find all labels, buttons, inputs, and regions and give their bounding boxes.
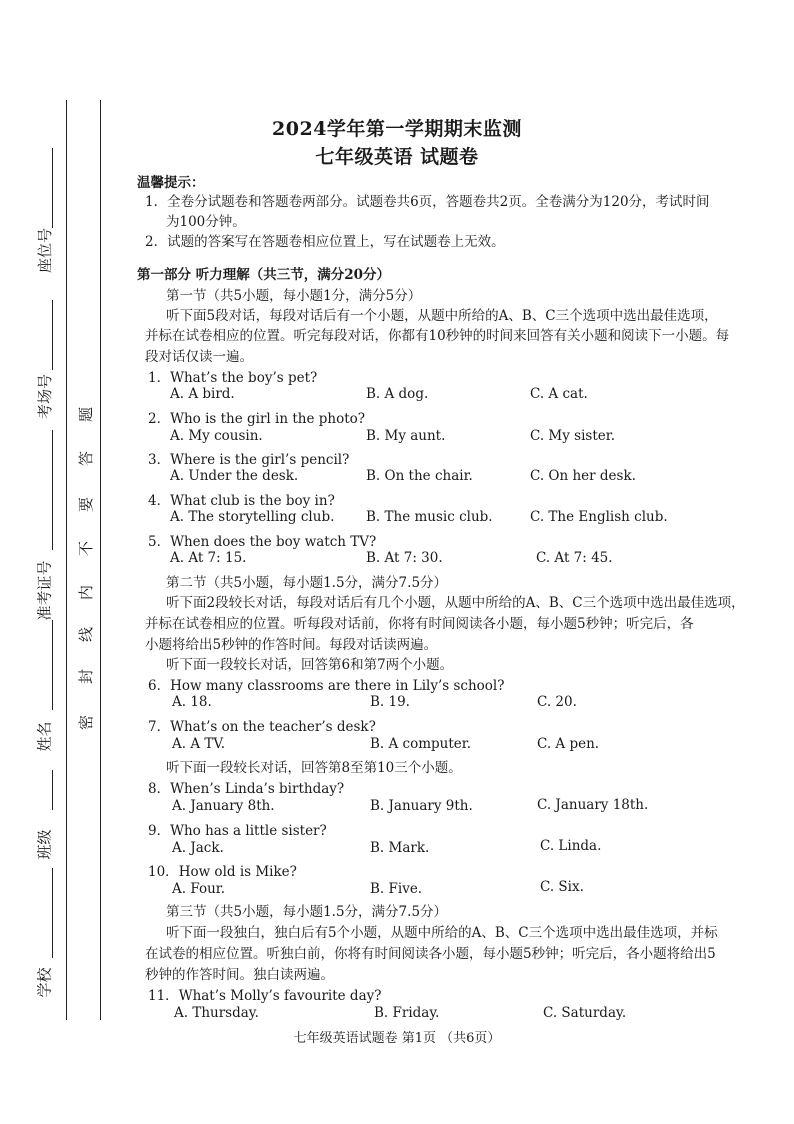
seal-char-da: 答 bbox=[77, 450, 96, 467]
option-b: B. My aunt. bbox=[366, 428, 446, 444]
option-b: B. Mark. bbox=[370, 840, 430, 856]
option-b: B. Friday. bbox=[374, 1005, 440, 1021]
question-text: 2．Who is the girl in the photo? bbox=[148, 411, 365, 427]
option-a: A. January 8th. bbox=[172, 798, 275, 814]
option-c: C. Linda. bbox=[540, 838, 602, 854]
binding-inner-line bbox=[100, 100, 101, 1020]
option-b: B. 19. bbox=[370, 694, 410, 710]
seal-char-mi: 密 bbox=[77, 714, 96, 731]
exam-room-blank bbox=[52, 300, 53, 370]
option-a: A. Under the desk. bbox=[170, 468, 299, 484]
option-b: B. The music club. bbox=[366, 509, 493, 525]
exam-id-label: 准考证号 bbox=[35, 560, 54, 621]
question-text: 9．Who has a little sister? bbox=[148, 823, 327, 839]
option-a: A. A bird. bbox=[170, 386, 235, 402]
school-blank bbox=[52, 868, 53, 958]
section1-instructions: 听下面5段对话，每段对话后有一个小题，从题中所给的A、B、C三个选项中选出最佳选项， bbox=[166, 308, 718, 324]
option-c: C. Six. bbox=[540, 879, 584, 895]
seat-number-label: 座位号 bbox=[36, 227, 55, 274]
dialogue-1-intro: 听下面一段较长对话，回答第6和第7两个小题。 bbox=[166, 657, 454, 673]
part1-heading: 第一部分 听力理解（共三节，满分20分） bbox=[137, 267, 390, 283]
page-footer: 七年级英语试题卷 第1页 （共6页） bbox=[293, 1031, 501, 1046]
class-blank bbox=[52, 770, 53, 810]
section1-instructions: 并标在试卷相应的位置。听完每段对话，你都有10秒钟的时间来回答有关小题和阅读下一小题。每 bbox=[145, 328, 730, 344]
dialogue-2-intro: 听下面一段较长对话，回答第8至第10三个小题。 bbox=[166, 760, 462, 776]
exam-subtitle: 七年级英语 试题卷 bbox=[315, 146, 479, 168]
school-label: 学校 bbox=[35, 967, 54, 998]
section3-heading: 第三节（共5小题，每小题1.5分，满分7.5分） bbox=[166, 904, 448, 920]
question-text: 10．How old is Mike? bbox=[148, 864, 297, 880]
section1-heading: 第一节（共5小题，每小题1分，满分5分） bbox=[166, 288, 422, 304]
option-c: C. A cat. bbox=[530, 386, 588, 402]
seal-char-nei: 内 bbox=[77, 584, 96, 601]
question-text: 3．Where is the girl’s pencil? bbox=[148, 452, 350, 468]
option-a: A. The storytelling club. bbox=[170, 509, 335, 525]
option-b: B. On the chair. bbox=[366, 468, 473, 484]
option-c: C. My sister. bbox=[530, 428, 616, 444]
section2-heading: 第二节（共5小题，每小题1.5分，满分7.5分） bbox=[166, 575, 448, 591]
question-text: 6．How many classrooms are there in Lily’s school? bbox=[148, 678, 505, 694]
seal-char-ti: 题 bbox=[77, 406, 96, 423]
question-text: 7．What’s on the teacher’s desk? bbox=[148, 719, 376, 735]
exam-id-blank bbox=[52, 430, 53, 550]
seal-char-feng: 封 bbox=[77, 668, 96, 685]
option-c: C. At 7: 45. bbox=[536, 550, 613, 566]
section3-instructions: 在试卷的相应位置。听独白前，你将有时间阅读各小题，每小题5秒钟；听完后，各小题将给出5 bbox=[145, 946, 716, 962]
section2-instructions: 并标在试卷相应的位置。听每段对话前，你将有时间阅读各小题，每小题5秒钟；听完后，各 bbox=[145, 616, 694, 632]
class-label: 班级 bbox=[35, 829, 54, 860]
seal-char-yao: 要 bbox=[77, 496, 96, 513]
question-text: 8．When’s Linda’s birthday? bbox=[148, 781, 345, 797]
question-text: 5．When does the boy watch TV? bbox=[148, 534, 377, 550]
option-b: B. Five. bbox=[370, 881, 423, 897]
exam-room-label: 考场号 bbox=[36, 373, 55, 420]
option-b: B. January 9th. bbox=[370, 798, 473, 814]
section2-instructions: 小题将给出5秒钟的作答时间。每段对话读两遍。 bbox=[145, 637, 438, 653]
option-c: C. 20. bbox=[537, 694, 577, 710]
option-c: C. A pen. bbox=[537, 736, 600, 752]
section2-instructions: 听下面2段较长对话，每段对话后有几个小题，从题中所给的A、B、C三个选项中选出最佳选项， bbox=[166, 595, 745, 611]
option-b: B. A dog. bbox=[366, 386, 429, 402]
note-item-1: 1．全卷分试题卷和答题卷两部分。试题卷共6页，答题卷共2页。全卷满分为120分，考试时间 bbox=[145, 194, 710, 210]
notes-heading: 温馨提示： bbox=[137, 175, 205, 191]
option-a: A. My cousin. bbox=[170, 428, 263, 444]
option-b: B. At 7: 30. bbox=[366, 550, 443, 566]
option-a: A. Four. bbox=[172, 881, 226, 897]
section3-instructions: 听下面一段独白，独白后有5个小题，从题中所给的A、B、C三个选项中选出最佳选项，并标 bbox=[166, 925, 718, 941]
option-c: C. January 18th. bbox=[537, 797, 649, 813]
question-text: 1．What’s the boy’s pet? bbox=[148, 370, 318, 386]
option-a: A. 18. bbox=[172, 694, 212, 710]
binding-outer-line bbox=[66, 100, 67, 1020]
note-item-2: 2．试题的答案写在答题卷相应位置上，写在试题卷上无效。 bbox=[145, 234, 505, 250]
option-c: C. Saturday. bbox=[543, 1005, 627, 1021]
section3-instructions: 秒钟的作答时间。独白读两遍。 bbox=[145, 967, 334, 983]
seal-char-bu: 不 bbox=[77, 540, 96, 557]
option-c: C. The English club. bbox=[530, 509, 668, 525]
question-text: 4．What club is the boy in? bbox=[148, 493, 335, 509]
question-text: 11．What’s Molly’s favourite day? bbox=[148, 988, 382, 1004]
option-c: C. On her desk. bbox=[530, 468, 636, 484]
option-a: A. Jack. bbox=[172, 840, 224, 856]
option-a: A. At 7: 15. bbox=[170, 550, 247, 566]
option-a: A. A TV. bbox=[172, 736, 226, 752]
name-label: 姓名 bbox=[35, 721, 54, 752]
section1-instructions: 段对话仅读一遍。 bbox=[145, 349, 253, 365]
note-item-1-cont: 为100分钟。 bbox=[166, 214, 246, 230]
name-blank bbox=[52, 620, 53, 710]
option-a: A. Thursday. bbox=[174, 1005, 259, 1021]
exam-title: 2024学年第一学期期末监测 bbox=[272, 118, 522, 140]
seal-char-xian: 线 bbox=[77, 626, 96, 643]
option-b: B. A computer. bbox=[370, 736, 472, 752]
